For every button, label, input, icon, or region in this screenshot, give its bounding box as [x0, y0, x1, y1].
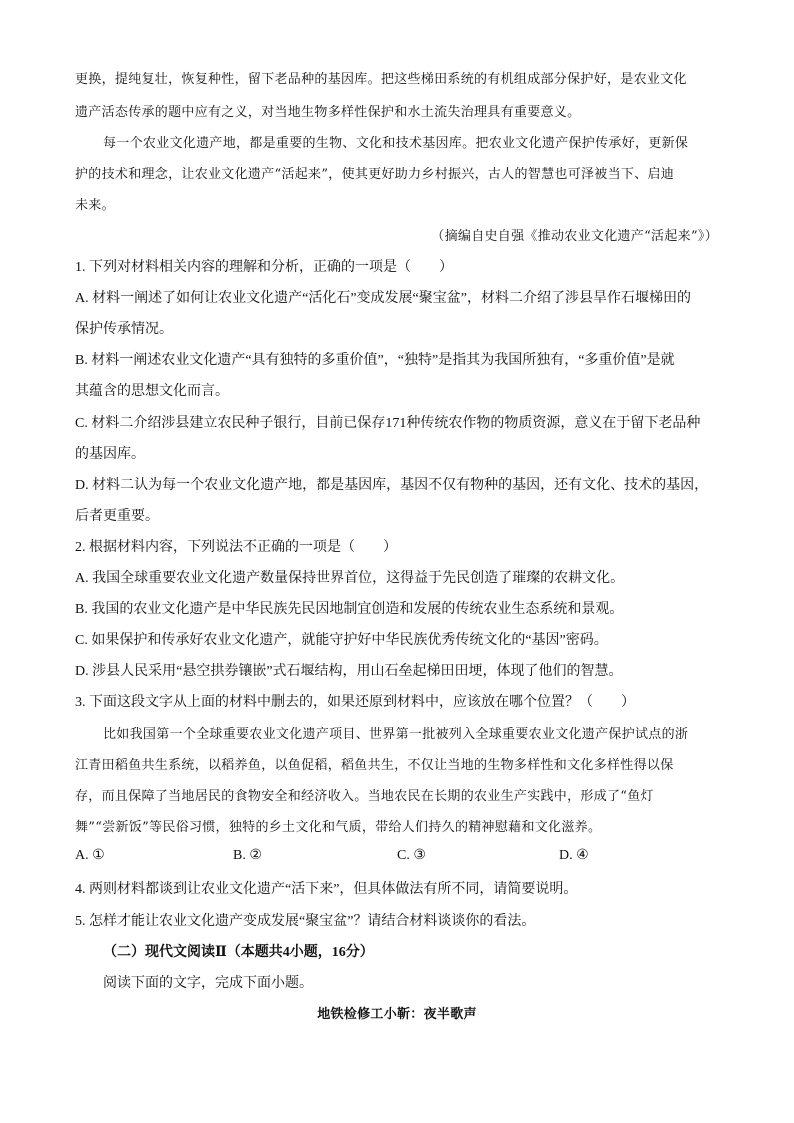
passage-line: 遗产活态传承的题中应有之义，对当地生物多样性保护和水土流失治理具有重要意义。: [75, 105, 581, 120]
question-2-option-c: C. 如果保护和传承好农业文化遗产，就能守护好中华民族优秀传统文化的“基因”密码。: [75, 633, 608, 648]
question-5-stem: 5. 怎样才能让农业文化遗产变成发展“聚宝盆”？请结合材料谈谈你的看法。: [75, 914, 536, 929]
question-3-option-a: A. ①: [75, 848, 105, 863]
question-1-option-a-cont: 保护传承情况。: [75, 322, 173, 337]
passage-line: 未来。: [75, 198, 115, 213]
section-heading: （二）现代文阅读Ⅱ（本题共4小题，16分）: [103, 945, 374, 960]
passage-line: 更换，提纯复壮，恢复种性，留下老品种的基因库。把这些梯田系统的有机组成部分保护好，是农业文化: [75, 72, 687, 87]
question-1-option-b: B. 材料一阐述农业文化遗产“具有独特的多重价值”，“独特”是指其为我国所独有，“多重价值”是就: [75, 353, 675, 368]
question-1-option-d-cont: 后者更重要。: [75, 509, 159, 524]
question-1-option-b-cont: 其蕴含的思想文化而言。: [75, 384, 229, 399]
question-1-option-c: C. 材料二介绍涉县建立农民种子银行，目前已保存171种传统农作物的物质资源，意义在于留下老品种: [75, 416, 701, 431]
section-instruction: 阅读下面的文字，完成下面小题。: [103, 976, 313, 991]
question-1-option-a: A. 材料一阐述了如何让农业文化遗产“活化石”变成发展“聚宝盆”，材料二介绍了涉县旱作石堰梯田的: [75, 291, 691, 306]
question-3-option-c: C. ③: [397, 848, 426, 863]
article-title: 地铁检修工小靳：夜半歌声: [317, 1007, 477, 1022]
question-4-stem: 4. 两则材料都谈到让农业文化遗产“活下来”，但具体做法有所不同，请简要说明。: [75, 882, 578, 897]
question-3-passage-line: 舞”“尝新饭”等民俗习惯，独特的乡土文化和气质，带给人们持久的精神慰藉和文化滋养。: [75, 820, 602, 835]
question-2-option-b: B. 我国的农业文化遗产是中华民族先民因地制宜创造和发展的传统农业生态系统和景观。: [75, 602, 624, 617]
question-3-passage-line: 江青田稻鱼共生系统，以稻养鱼，以鱼促稻，稻鱼共生，不仅让当地的生物多样性和文化多样性得以保: [75, 758, 674, 773]
question-2-stem: 2. 根据材料内容，下列说法不正确的一项是（ ）: [75, 540, 397, 555]
question-2-option-d: D. 涉县人民采用“悬空拱券镶嵌”式石堰结构，用山石垒起梯田田埂，体现了他们的智慧。: [75, 664, 623, 679]
question-1-option-c-cont: 的基因库。: [75, 447, 145, 462]
question-3-option-b: B. ②: [233, 848, 262, 863]
question-3-passage-line: 比如我国第一个全球重要农业文化遗产项目、世界第一批被列入全球重要农业文化遗产保护试点的浙: [103, 727, 689, 742]
question-3-stem: 3. 下面这段文字从上面的材料中删去的，如果还原到材料中，应该放在哪个位置？（ ）: [75, 695, 635, 710]
passage-source: （摘编自史自强《推动农业文化遗产“活起来”》）: [431, 229, 718, 244]
question-2-option-a: A. 我国全球重要农业文化遗产数量保持世界首位，这得益于先民创造了璀璨的农耕文化。: [75, 571, 625, 586]
passage-line: 每一个农业文化遗产地，都是重要的生物、文化和技术基因库。把农业文化遗产保护传承好，更新保: [103, 136, 689, 151]
question-1-option-d: D. 材料二认为每一个农业文化遗产地，都是基因库，基因不仅有物种的基因，还有文化、技术的基因，: [75, 478, 709, 493]
passage-line: 护的技术和理念，让农业文化遗产“活起来”，使其更好助力乡村振兴，古人的智慧也可泽被当下、启迪: [75, 167, 675, 182]
question-1-stem: 1. 下列对材料相关内容的理解和分析，正确的一项是（ ）: [75, 260, 453, 275]
question-3-passage-line: 存，而且保障了当地居民的食物安全和经济收入。当地农民在长期的农业生产实践中，形成了“鱼灯: [75, 789, 654, 804]
question-3-option-d: D. ④: [559, 848, 589, 863]
